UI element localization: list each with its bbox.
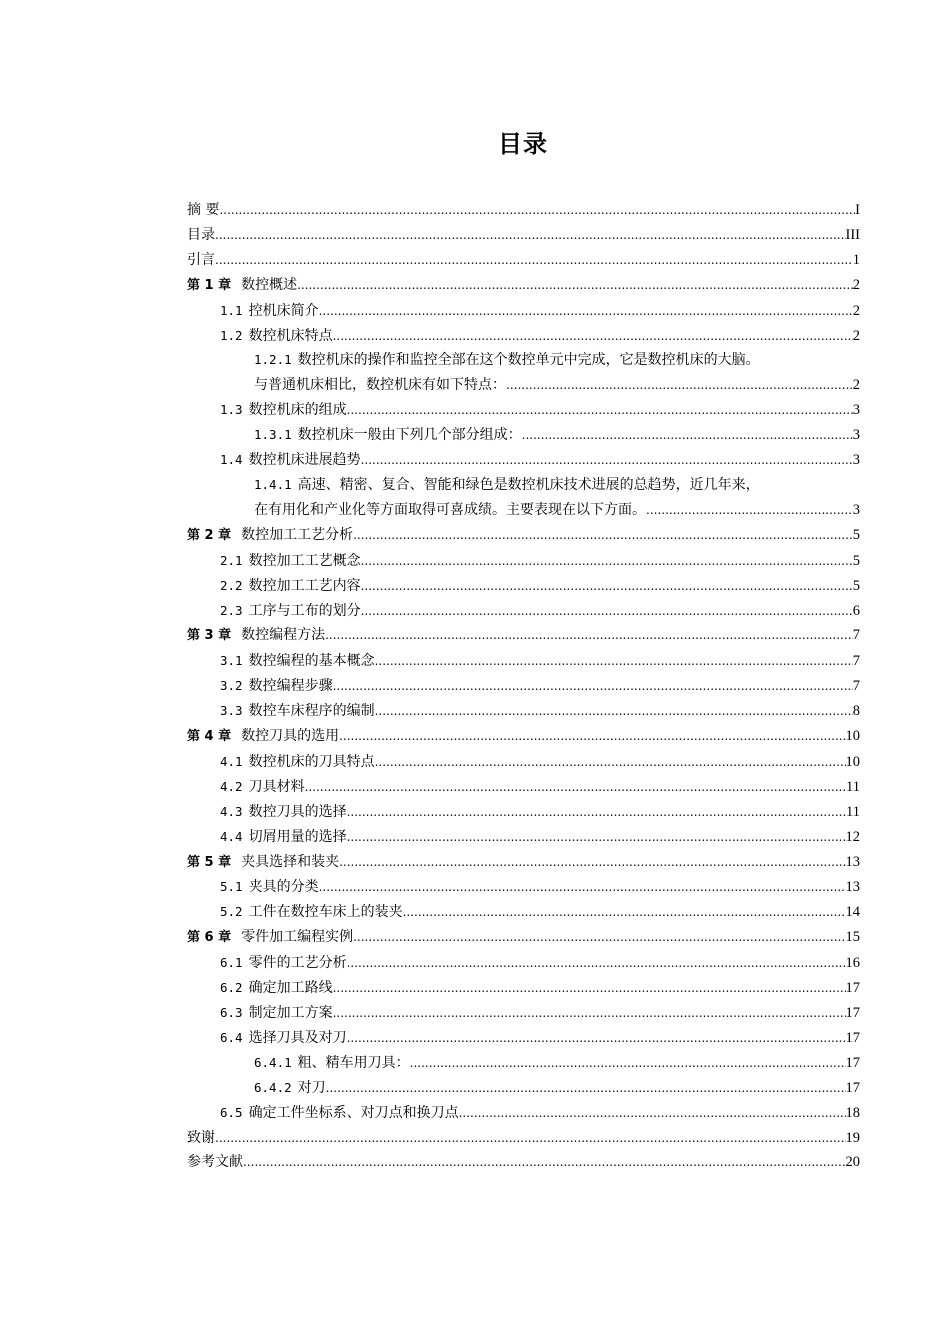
toc-entry[interactable] — [187, 299, 860, 324]
toc-entry-title: 切屑用量的选择 — [248, 828, 347, 845]
toc-entry-page-number: 3 — [852, 501, 860, 518]
toc-entry-title: 数控车床程序的编制 — [248, 703, 375, 720]
toc-entry-page-number: 3 — [852, 427, 860, 444]
toc-entry[interactable] — [187, 875, 860, 900]
toc-entry-number: 1.2 — [220, 327, 243, 343]
toc-entry[interactable] — [187, 423, 860, 448]
toc-entry[interactable] — [187, 699, 860, 724]
toc-entry-number: 1.2.1 — [254, 352, 292, 368]
toc-entry[interactable] — [187, 1026, 860, 1051]
toc-entry-title: 数控加工工艺概念 — [248, 552, 361, 569]
toc-entry-number: 2.2 — [220, 577, 243, 593]
dot-leader — [297, 273, 853, 298]
toc-entry-number: 6.4.2 — [254, 1079, 292, 1095]
toc-entry-page-number: 16 — [845, 955, 860, 972]
toc-entry-page-number: 2 — [852, 302, 860, 319]
dot-leader — [646, 498, 853, 523]
toc-entry-title: 数控机床一般由下列几个部分组成： — [297, 427, 522, 444]
toc-entry-page-number: 8 — [852, 703, 860, 720]
toc-entry-page-number: III — [845, 226, 860, 243]
toc-entry-number: 6.2 — [220, 980, 243, 996]
dot-leader — [403, 900, 846, 925]
toc-entry-title: 零件的工艺分析 — [248, 955, 347, 972]
toc-entry-title: 数控机床的刀具特点 — [248, 753, 375, 770]
toc-entry-page-number: 13 — [845, 879, 860, 896]
toc-entry-title: 与普通机床相比，数控机床有如下特点： — [254, 377, 506, 394]
toc-entry-page-number: 3 — [852, 452, 860, 469]
dot-leader — [361, 549, 853, 574]
toc-entry-number: 第 3 章 — [187, 628, 232, 644]
dot-leader — [339, 724, 845, 749]
dot-leader — [522, 423, 853, 448]
toc-entry[interactable] — [187, 398, 860, 423]
toc-entry-number: 4.4 — [220, 828, 243, 844]
toc-entry-title: 高速、精密、复合、智能和绿色是数控机床技术进展的总趋势，近几年来， — [297, 476, 760, 493]
toc-entry-title: 数控机床的操作和监控全部在这个数控单元中完成，它是数控机床的大脑。 — [297, 352, 760, 369]
toc-entry[interactable] — [187, 925, 860, 951]
toc-entry-page-number: 17 — [845, 980, 860, 997]
dot-leader — [333, 324, 853, 349]
toc-entry-number: 1.3 — [220, 402, 243, 418]
toc-entry-number: 第 2 章 — [187, 527, 232, 543]
toc-entry[interactable] — [187, 825, 860, 850]
toc-entry-page-number: 20 — [845, 1154, 860, 1171]
toc-entry-number: 第 5 章 — [187, 854, 232, 870]
dot-leader — [305, 775, 846, 800]
toc-entry[interactable] — [187, 850, 860, 876]
dot-leader — [410, 1051, 846, 1076]
toc-entry-page-number: 11 — [846, 778, 860, 795]
dot-leader — [319, 299, 853, 324]
dot-leader — [333, 976, 846, 1001]
toc-entry[interactable] — [187, 976, 860, 1001]
dot-leader — [353, 925, 845, 950]
toc-entry-title: 数控编程方法 — [241, 627, 326, 644]
toc-entry-title: 数控编程步骤 — [248, 678, 333, 695]
dot-leader — [347, 951, 846, 976]
toc-entry-number: 5.2 — [220, 904, 243, 920]
dot-leader — [333, 674, 853, 699]
toc-entry-page-number: 14 — [845, 904, 860, 921]
toc-entry[interactable] — [187, 1126, 860, 1151]
toc-entry-title: 数控机床特点 — [248, 327, 333, 344]
toc-entry-page-number: 11 — [846, 803, 860, 820]
toc-entry-page-number: 17 — [845, 1029, 860, 1046]
dot-leader — [319, 875, 846, 900]
toc-entry-title: 数控概述 — [241, 276, 298, 293]
toc-entry-title: 控机床简介 — [248, 302, 319, 319]
toc-entry-title: 摘 要 — [187, 202, 220, 218]
dot-leader — [506, 373, 853, 398]
toc-entry-page-number: 10 — [845, 753, 860, 770]
toc-entry-title: 参考文献 — [187, 1154, 243, 1171]
toc-entry-page-number: 2 — [852, 327, 860, 344]
toc-entry-page-number: 5 — [852, 552, 860, 569]
toc-entry-page-number: 7 — [852, 653, 860, 670]
dot-leader — [243, 1150, 846, 1175]
toc-entry-number: 4.1 — [220, 753, 243, 769]
toc-entry-page-number: 19 — [845, 1129, 860, 1146]
dot-leader — [347, 398, 853, 423]
toc-entry-title: 在有用化和产业化等方面取得可喜成绩。主要表现在以下方面。 — [254, 501, 646, 518]
toc-entry-page-number: 7 — [852, 678, 860, 695]
dot-leader — [361, 448, 853, 473]
toc-entry[interactable] — [187, 775, 860, 800]
dot-leader — [326, 1076, 846, 1101]
table-of-contents — [187, 198, 860, 1175]
toc-entry-title: 对刀 — [297, 1079, 326, 1096]
toc-entry-page-number: 5 — [852, 577, 860, 594]
toc-entry[interactable] — [187, 1101, 860, 1126]
toc-entry-title: 夹具选择和装夹 — [241, 853, 340, 870]
toc-entry[interactable] — [187, 674, 860, 699]
toc-entry-page-number: 13 — [845, 853, 860, 870]
dot-leader — [325, 623, 853, 648]
dot-leader — [361, 574, 853, 599]
toc-entry-title: 工序与工布的划分 — [248, 602, 361, 619]
toc-entry-title: 引言 — [187, 251, 215, 268]
toc-entry[interactable] — [187, 724, 860, 750]
page-title: 目录 — [498, 130, 548, 158]
toc-entry-page-number: 3 — [852, 402, 860, 419]
toc-entry-number: 1.4 — [220, 452, 243, 468]
toc-entry-page-number: 2 — [852, 377, 860, 394]
toc-entry-number: 5.1 — [220, 879, 243, 895]
toc-entry-number: 1.3.1 — [254, 427, 292, 443]
toc-entry-page-number: 2 — [852, 276, 860, 293]
toc-entry-number: 2.3 — [220, 602, 243, 618]
dot-leader — [347, 1026, 846, 1051]
toc-entry-title: 粗、精车用刀具： — [297, 1054, 410, 1071]
toc-entry-title: 致谢 — [187, 1129, 215, 1146]
dot-leader — [333, 1001, 846, 1026]
toc-entry[interactable] — [187, 1001, 860, 1026]
toc-entry-page-number: 6 — [852, 602, 860, 619]
toc-entry[interactable] — [187, 198, 860, 223]
toc-entry[interactable] — [187, 1051, 860, 1076]
dot-leader — [215, 1126, 846, 1151]
toc-entry[interactable] — [187, 1076, 860, 1101]
toc-entry-page-number: 17 — [845, 1005, 860, 1021]
dot-leader — [347, 800, 846, 825]
toc-entry-title: 数控机床的组成 — [248, 402, 347, 419]
toc-entry[interactable] — [187, 951, 860, 976]
toc-entry-number: 3.3 — [220, 703, 243, 719]
toc-entry[interactable] — [187, 523, 860, 549]
toc-entry[interactable] — [187, 1150, 860, 1175]
toc-entry[interactable] — [187, 324, 860, 349]
toc-entry-title: 零件加工编程实例 — [241, 929, 354, 946]
dot-leader — [215, 248, 853, 273]
dot-leader — [353, 523, 853, 548]
toc-entry-page-number: 7 — [852, 627, 860, 644]
toc-entry[interactable] — [187, 473, 860, 523]
toc-entry[interactable] — [187, 623, 860, 649]
toc-entry-page-number: 5 — [852, 526, 860, 543]
toc-entry-title: 制定加工方案 — [248, 1005, 333, 1021]
toc-entry-title: 确定加工路线 — [248, 980, 333, 997]
toc-entry[interactable] — [187, 649, 860, 674]
toc-entry[interactable] — [187, 750, 860, 775]
toc-entry-number: 第 1 章 — [187, 277, 232, 293]
toc-entry-number: 6.4 — [220, 1029, 243, 1045]
toc-entry-title: 目录 — [187, 226, 215, 243]
dot-leader — [215, 223, 846, 248]
toc-entry-page-number: 10 — [845, 728, 860, 745]
toc-entry-page-number: 17 — [845, 1079, 860, 1096]
toc-entry[interactable] — [187, 900, 860, 925]
toc-entry-number: 6.5 — [220, 1104, 243, 1120]
toc-entry-page-number: I — [855, 202, 860, 218]
toc-entry[interactable] — [187, 549, 860, 574]
dot-leader — [339, 850, 845, 875]
toc-entry[interactable] — [187, 248, 860, 273]
toc-entry-title: 数控刀具的选用 — [241, 728, 340, 745]
toc-entry-page-number: 15 — [845, 929, 860, 946]
toc-entry-title: 确定工件坐标系、对刀点和换刀点 — [248, 1104, 459, 1121]
toc-entry-number: 6.3 — [220, 1005, 243, 1020]
toc-entry[interactable] — [187, 273, 860, 299]
toc-entry-number: 1.1 — [220, 302, 243, 318]
toc-entry[interactable] — [187, 448, 860, 473]
toc-entry[interactable] — [187, 348, 860, 398]
toc-entry-title: 数控编程的基本概念 — [248, 653, 375, 670]
toc-entry-number: 4.2 — [220, 778, 243, 794]
toc-entry-page-number: 18 — [845, 1104, 860, 1121]
dot-leader — [375, 699, 853, 724]
dot-leader — [347, 825, 846, 850]
dot-leader — [375, 750, 846, 775]
dot-leader — [361, 599, 853, 624]
toc-entry-number: 3.1 — [220, 653, 243, 669]
toc-entry-number: 6.1 — [220, 955, 243, 971]
toc-entry-number: 1.4.1 — [254, 476, 292, 492]
toc-entry-title: 选择刀具及对刀 — [248, 1029, 347, 1046]
toc-entry-title: 数控刀具的选择 — [248, 803, 347, 820]
toc-entry-title: 数控加工工艺分析 — [241, 526, 354, 543]
dot-leader — [219, 198, 855, 223]
toc-entry-title: 数控加工工艺内容 — [248, 577, 361, 594]
toc-entry-title: 夹具的分类 — [248, 879, 319, 896]
toc-entry[interactable] — [187, 599, 860, 624]
toc-entry-page-number: 1 — [852, 251, 860, 268]
toc-entry-number: 第 4 章 — [187, 729, 232, 745]
toc-entry-number: 3.2 — [220, 678, 243, 694]
dot-leader — [375, 649, 853, 674]
dot-leader — [459, 1101, 846, 1126]
toc-entry-page-number: 12 — [845, 828, 860, 845]
toc-entry[interactable] — [187, 800, 860, 825]
toc-entry-title: 刀具材料 — [248, 778, 305, 795]
toc-entry-page-number: 17 — [845, 1054, 860, 1071]
toc-entry-title: 数控机床进展趋势 — [248, 452, 361, 469]
toc-entry-title: 工件在数控车床上的装夹 — [248, 904, 403, 921]
toc-entry[interactable] — [187, 223, 860, 248]
toc-entry-number: 第 6 章 — [187, 930, 232, 946]
toc-entry[interactable] — [187, 574, 860, 599]
toc-entry-number: 6.4.1 — [254, 1054, 292, 1070]
toc-entry-number: 4.3 — [220, 803, 243, 819]
toc-entry-number: 2.1 — [220, 552, 243, 568]
